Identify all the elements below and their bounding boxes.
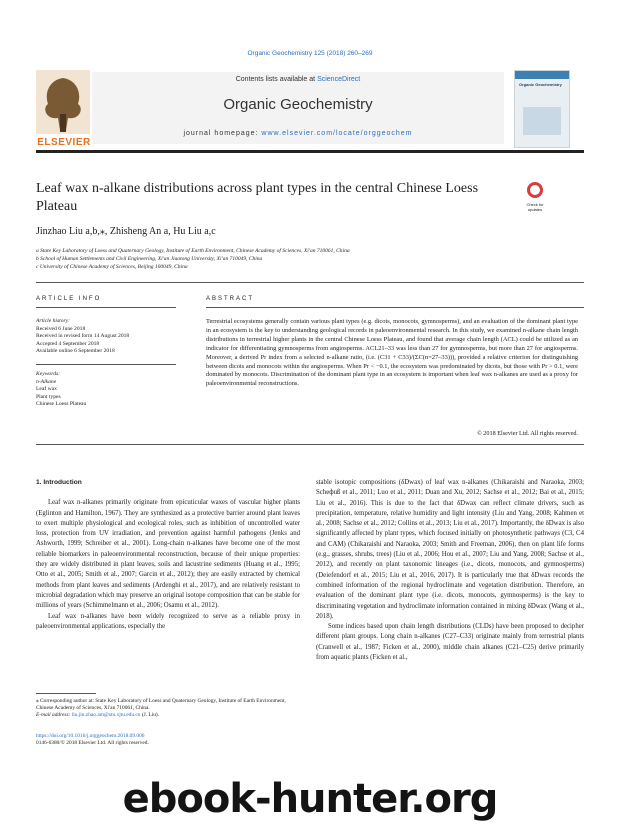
journal-reference[interactable]: Organic Geochemistry 125 (2018) 260–269	[247, 50, 373, 57]
keyword: n-Alkane	[36, 378, 57, 385]
paragraph: stable isotopic compositions (δDwax) of leaf wax n-alkanes (Chikaraishi and Naraoka, 2003; Scheфuß et al., 2011; Luo et al., 2011; Duan and Xu, 2012; Sachse et al., 2012; Bai et al., 2015; Liu et al., 2016). This is due to the fact that δDwax can reflect climate drivers, such as precipitation, temperature, relative humidity and light intensity (Liu and Yang, 2008; Kahmen et al., 2008; Sachse et al., 2012; Collins et al., 2013; Liu et al., 2017). Importantly, the δDwax is also significantly affected by plant types, which focused initially on photosynthetic pathways (C3, C4 and CAM) (Chikaraishi and Naraoka, 2003; Smith and Freeman, 2006), then on plant life forms (e.g., grasses, shrubs, trees) (Liu et al., 2006; Hou et al., 2007; Liu and Yang, 2008; Sachse et al., 2012), and recently on plant taxonomic lineages (i.e., dicots, monocots, and gymnosperms) (Deiefendorf et al., 2015; Liu et al., 2016, 2017). It is particularly true that δDwax records the combined information of the regional hydroclimate and vegetation distribution. Therefore, an evaluation of the dominant plant type (i.e. dicots, monocots, gymnosperms) is the key to discriminating vegetation and hydroclimate information contained in mixing δDwax (Wang et al., 2018).	[316, 479, 584, 620]
doi-link[interactable]: https://doi.org/10.1016/j.orggeochem.2018.09.006	[36, 733, 145, 739]
paragraph: Leaf wax n-alkanes primarily originate from epicuticular waxes of vascular higher plants (Eglinton and Hamilton, 1967). They are synthesized as a protective barrier around plant leaves to exert multiple physiological and ecological roles, such as inhibition of uncontrolled water loss, protection from UV irradiation, and prevention against harmful pathogens (Jenks and Ashworth, 1999; Schreiber et al., 2001). Long-chain n-alkanes have become one of the most reliable biomarkers in paleoenvironmental reconstruction, because of their unique properties: they are widely distributed in plant leaves, soils and lacustrine sediments (Huang et al., 1995; Otto et al., 2005; Smith et al., 2007; Garcin et al., 2012); they are easily extracted by chemical methods from plant leaves and sediments (Ardenghi et al., 2017), and are relatively resistant to microbial degradation which may preserve an original isotope composition that can be stable for millions of years (Schimmelmann et al., 2006; Osamu et al., 2012).	[36, 499, 300, 610]
history-accepted: Accepted 4 September 2018	[36, 340, 100, 347]
affiliation-b: b School of Human Settlements and Civil Engineering, Xi'an Jiaotong University, Xi'an 710049, China	[36, 256, 263, 262]
body-left-column	[36, 478, 300, 632]
corresponding-footnote	[36, 698, 300, 719]
email-suffix: (J. Liu).	[140, 712, 160, 718]
journal-cover-thumbnail	[514, 70, 570, 148]
doi-block	[36, 733, 300, 747]
contents-line: Contents lists available at ScienceDirect	[235, 76, 361, 83]
copyright: © 2018 Elsevier Ltd. All rights reserved.	[477, 430, 578, 437]
article-title: Leaf wax n-alkane distributions across plant types in the central Chinese Loess Plateau	[36, 181, 479, 214]
paragraph: Some indices based upon chain length distributions (CLDs) have been proposed to decipher different plant groups. Long chain n-alkanes (C27–C33) originate mainly from terrestrial plants (Cranwell et al., 1987; Ficken et al., 2000), middle chain alkanes (C21–C25) derive primarily from aquatic plants (Ficken et al.,	[316, 623, 584, 662]
abstract-text: Terrestrial ecosystems generally contain various plant types (e.g. dicots, monocots, gymnosperms), and an evaluation of the dominant plant type in an ecosystem is the key to understanding geological records in paleoenvironmental research. In this study, we examined n-alkane chain length distributions in terrestrial higher plants in the central Chinese Loess Plateau, and found that average chain length (ACL) could be utilized as an indicator for differentiating gymnosperms from angiosperms. ACL21–33 was less than 27 for gymnosperms, but more than 27 for angiosperms. Moreover, a derived Pr index from a selected n-alkane ratio, (i.e. (C31 + C33)/(ΣC(n=27–33))), provided a relative criterion for distinguishing between dicots and monocots within the angiosperms. When Pr < −0.1, the ecosystem was predominated by dicots, but those with Pr > 0.1, were dominated by monocots. Discrimination of the dominant plant type in an ecosystem is important when leaf wax n-alkanes are used as a proxy for paleoenvironmental reconstructions.	[206, 318, 578, 388]
journal-homepage: journal homepage: www.elsevier.com/locate/orggeochem	[183, 130, 413, 137]
affiliation-a: a State Key Laboratory of Loess and Quaternary Geology, Institute of Earth Environment, Chinese Academy of Sciences, Xi'an 710061, China	[36, 248, 350, 254]
journal-title: Organic Geochemistry	[223, 96, 373, 113]
article-info	[36, 318, 176, 409]
footnote-text: ⁎ Corresponding author at: State Key Laboratory of Loess and Quaternary Geology, Institute of Earth Environment, Chinese Academy of Sciences, Xi'an 710061, China.	[36, 698, 286, 711]
affiliation-divider	[36, 282, 584, 283]
article-info-rule	[36, 307, 176, 308]
history-received: Received 6 June 2018	[36, 325, 86, 332]
abstract-label: ABSTRACT	[206, 296, 255, 302]
sciencedirect-link[interactable]: ScienceDirect	[317, 76, 361, 83]
article-info-label: ARTICLE INFO	[36, 296, 102, 302]
header-divider	[36, 150, 584, 153]
body-right-column	[316, 478, 584, 663]
keyword: Chinese Loess Plateau	[36, 401, 87, 408]
affiliation-c: c University of Chinese Academy of Sciences, Beijing 100049, China	[36, 264, 188, 270]
elsevier-tree-logo	[36, 70, 90, 146]
author-list: Jinzhao Liu a,b,⁎, Zhisheng An a, Hu Liu a,c	[36, 226, 216, 237]
watermark: ebook-hunter.org	[122, 776, 498, 822]
cover-title: Organic Geochemistry	[519, 82, 562, 87]
history-title: Article history:	[36, 318, 71, 324]
crossmark-label: Check for updates	[526, 202, 544, 212]
crossmark-badge[interactable]	[520, 182, 550, 222]
history-online: Available online 6 September 2018	[36, 348, 115, 355]
keyword: Leaf wax	[36, 386, 57, 393]
publisher-name: ELSEVIER	[37, 137, 91, 148]
abstract-end-rule	[36, 444, 584, 445]
crossmark-icon	[527, 182, 543, 198]
keywords-title: Keywords:	[36, 370, 61, 377]
section-heading: 1. Introduction	[36, 479, 82, 486]
email-link[interactable]: liu.jin.zhao.am@stu.xjtu.edu.cn	[71, 712, 141, 718]
homepage-link[interactable]: www.elsevier.com/locate/orggeochem	[261, 130, 413, 137]
email-label: E-mail address:	[36, 712, 72, 718]
paragraph: Leaf wax n-alkanes have been widely recognized to serve as a reliable proxy in paleoenvironmental applications, especially the	[36, 612, 300, 630]
keyword: Plant types	[36, 393, 61, 400]
footnote-rule	[36, 693, 96, 694]
issn-line: 0146-6380/© 2018 Elsevier Ltd. All rights reserved.	[36, 740, 149, 746]
history-revised: Received in revised form 14 August 2018	[36, 333, 130, 340]
abstract-rule	[206, 307, 584, 308]
